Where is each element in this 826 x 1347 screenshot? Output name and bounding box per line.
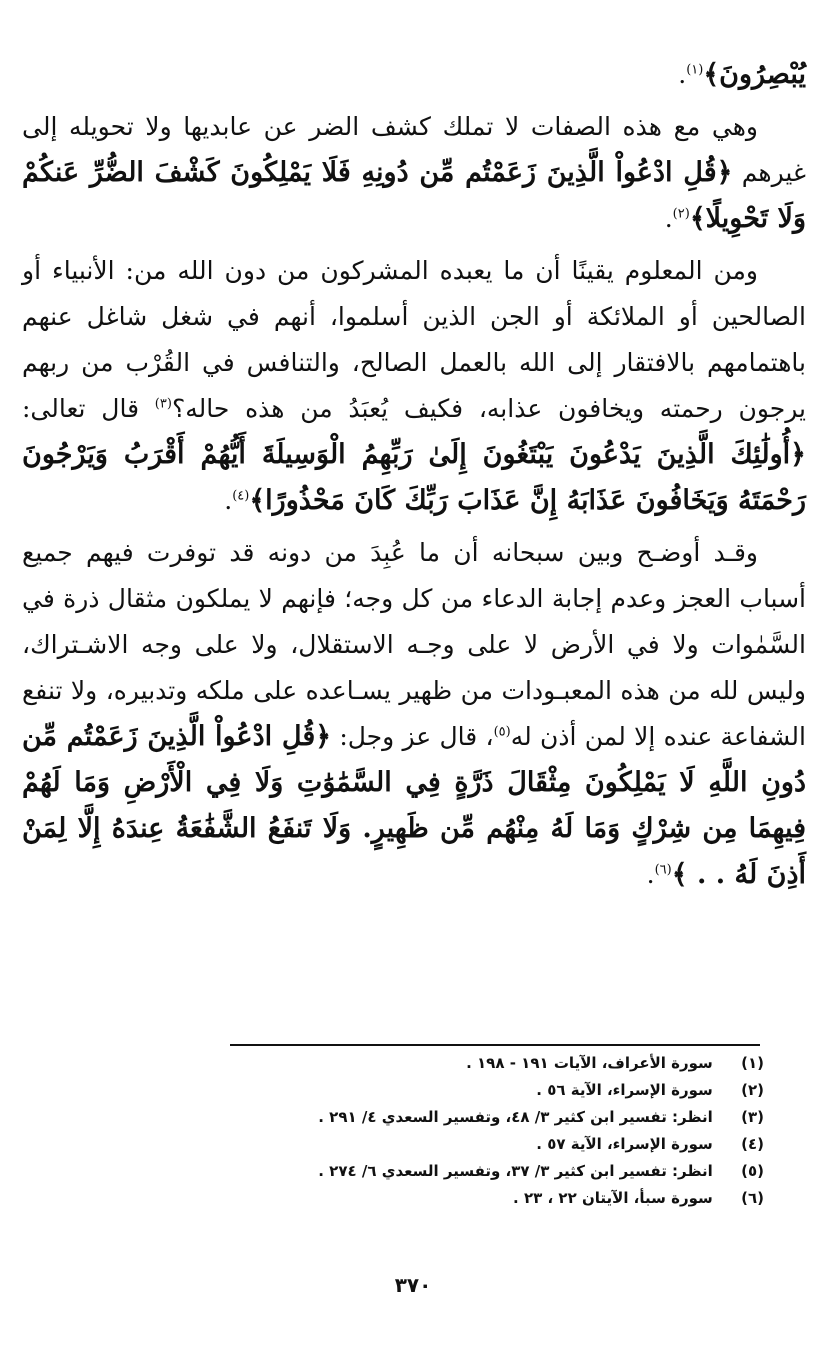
- footnote-item: [60, 1104, 764, 1131]
- footnote-text: سورة سبأ، الآيتان ٢٢ ، ٢٣ .: [513, 1189, 713, 1207]
- punctuation: .: [678, 60, 687, 89]
- footnote-text: سورة الإسراء، الآية ٥٦ .: [536, 1081, 713, 1099]
- paragraph-text-continued: قال تعالى:: [22, 394, 140, 423]
- footnote-number: (٢): [741, 1081, 764, 1099]
- footnote-divider: [230, 1044, 760, 1046]
- footnote-item: [60, 1158, 764, 1185]
- punctuation: .: [224, 486, 233, 515]
- quran-verse: ﴿قُلِ ادْعُواْ الَّذِينَ زَعَمْتُم مِّن دُونِ اللَّهِ لَا يَمْلِكُونَ مِثْقَالَ ذَرَّةٍ فِي السَّمَٰوَٰتِ وَلَا فِي الْأَرْضِ وَمَا لَهُمْ فِيهِمَا مِن شِرْكٍ وَمَا لَهُ مِنْهُم مِّن ظَهِيرٍ. وَلَا تَنفَعُ الشَّفَٰعَةُ عِندَهُ إِلَّا لِمَنْ أَذِنَ لَهُ . . ﴾: [22, 721, 806, 890]
- paragraph-text: وقـد أوضـح وبين سبحانه أن ما عُبِدَ من دونه قد توفرت فيهم جميع أسباب العجز وعدم إجابة الدعاء من كل وجه؛ فإنهم لا يملكون مثقال ذرة في السَّمٰوات ولا في الأرض لا على وجـه الاستقلال، ولا على وجه الاشـتراك، وليس لله من هذه المعبـودات من ظهير يسـاعده على ملكه وتدبيره، ولا تنفع الشفاعة عنده إلا لمن أذن له: [22, 538, 806, 751]
- footnote-item: [60, 1131, 764, 1158]
- main-text: [22, 52, 806, 904]
- footnote-ref: (٢): [672, 206, 690, 222]
- footnote-text: سورة الإسراء، الآية ٥٧ .: [536, 1135, 713, 1153]
- footnote-text: سورة الأعراف، الآيات ١٩١ - ١٩٨ .: [466, 1054, 713, 1072]
- footnote-ref: (٤): [232, 488, 250, 504]
- footnote-ref: (٥): [493, 724, 511, 740]
- quran-verse: يُبْصِرُونَ﴾: [703, 59, 806, 90]
- paragraph-2: [22, 104, 806, 242]
- footnote-item: [60, 1077, 764, 1104]
- footnotes: [60, 1050, 764, 1212]
- footnote-text: انظر: تفسير ابن كثير ٣/ ٤٨، وتفسير السعدي ٤/ ٢٩١ .: [318, 1108, 713, 1126]
- footnote-ref: (٣): [154, 396, 172, 412]
- footnote-ref: (١): [686, 62, 704, 78]
- paragraph-text: ومن المعلوم يقينًا أن ما يعبده المشركون من دون الله من: الأنبياء أو الصالحين أو الملائكة أو الجن الذين أسلموا، أنهم في شغل شاغل عنهم باهتمامهم بالافتقار إلى الله بالعمل الصالح، والتنافس في القُرْب من ربهم يرجون رحمته ويخافون عذابه، فكيف يُعبَدُ من هذه حاله؟: [22, 256, 806, 423]
- quran-verse: ﴿قُلِ ادْعُواْ الَّذِينَ زَعَمْتُم مِّن دُونِهِ فَلَا يَمْلِكُونَ كَشْفَ الضُّرِّ عَنكُمْ وَلَا تَحْوِيلًا﴾: [22, 157, 806, 234]
- punctuation: .: [664, 204, 673, 233]
- paragraph-3: [22, 248, 806, 524]
- footnote-number: (٦): [741, 1189, 764, 1207]
- paragraph-1: [22, 52, 806, 98]
- quran-verse: ﴿أُولَٰئِكَ الَّذِينَ يَدْعُونَ يَبْتَغُونَ إِلَىٰ رَبِّهِمُ الْوَسِيلَةَ أَيُّهُمْ أَقْرَبُ وَيَرْجُونَ رَحْمَتَهُ وَيَخَافُونَ عَذَابَهُ إِنَّ عَذَابَ رَبِّكَ كَانَ مَحْذُورًا﴾: [22, 439, 806, 516]
- paragraph-text-continued: ، قال عز وجل:: [339, 722, 494, 751]
- footnote-number: (٣): [741, 1108, 764, 1126]
- footnote-number: (١): [741, 1054, 764, 1072]
- punctuation: .: [646, 860, 655, 889]
- footnote-ref: (٦): [654, 862, 672, 878]
- footnote-number: (٤): [741, 1135, 764, 1153]
- paragraph-4: [22, 530, 806, 898]
- footnote-item: [60, 1185, 764, 1212]
- paragraph-text: وهي مع هذه الصفات لا تملك كشف الضر عن عابديها ولا تحويله إلى غيرهم: [22, 112, 806, 187]
- footnote-number: (٥): [741, 1162, 764, 1180]
- footnote-text: انظر: تفسير ابن كثير ٣/ ٣٧، وتفسير السعدي ٦/ ٢٧٤ .: [318, 1162, 713, 1180]
- footnote-item: [60, 1050, 764, 1077]
- page-number: ٣٧٠: [394, 1273, 432, 1297]
